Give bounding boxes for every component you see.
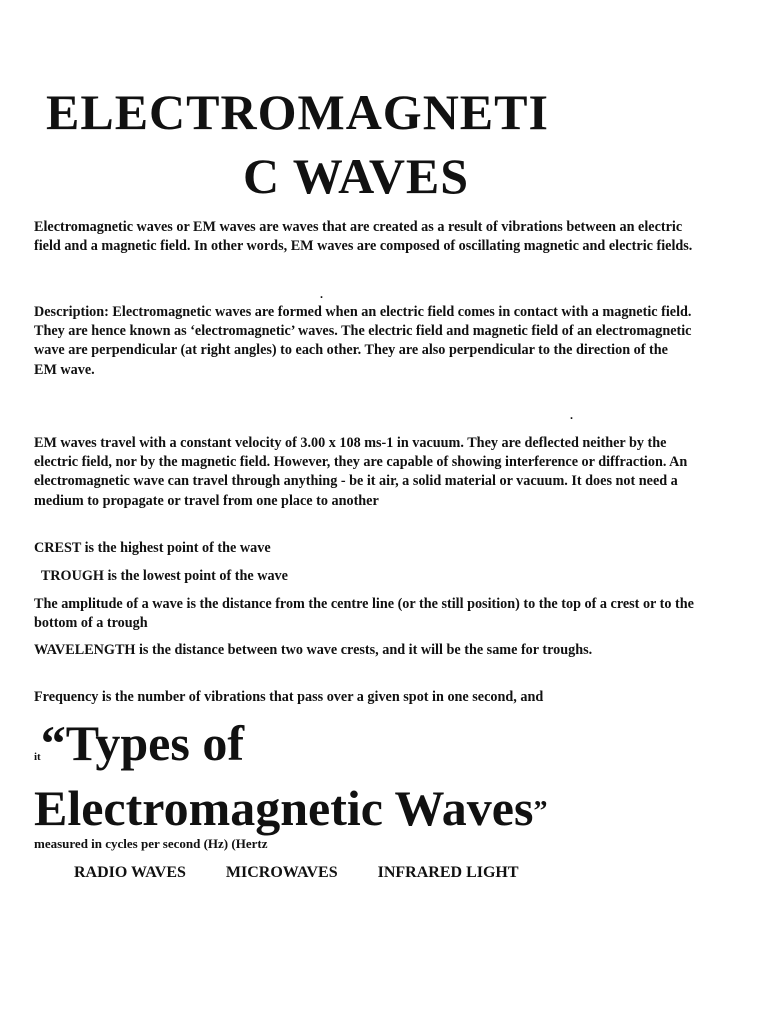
wave-type-infrared: INFRARED LIGHT bbox=[377, 864, 519, 881]
stray-dot: . bbox=[570, 408, 573, 422]
trough-definition: TROUGH is the lowest point of the wave bbox=[34, 568, 288, 584]
amplitude-definition: The amplitude of a wave is the distance from the centre line (or the still position) to the top of a crest or to the bottom of a trough bbox=[34, 596, 694, 632]
types-heading-text-2: Electromagnetic Waves bbox=[34, 780, 534, 836]
title-line-1: ELECTROMAGNETI bbox=[46, 84, 549, 140]
types-heading-text: “Types of bbox=[40, 715, 244, 771]
title-line-2: C WAVES bbox=[243, 148, 470, 204]
stray-dot: . bbox=[320, 287, 323, 301]
crest-definition: CREST is the highest point of the wave bbox=[34, 540, 271, 556]
wave-types-row bbox=[74, 863, 519, 883]
wave-type-radio: RADIO WAVES bbox=[74, 864, 186, 881]
velocity-paragraph: EM waves travel with a constant velocity of 3.00 x 108 ms-1 in vacuum. They are deflected neither by the electric field, nor by the magnetic field. However, they are capable of showing interference or diffraction. An electromagnetic wave can travel through anything - be it air, a solid material or vacuum. It does not need a medium to propagate or travel from one place to another bbox=[34, 435, 688, 509]
heading-prefix: it bbox=[34, 751, 41, 763]
closing-quote: ” bbox=[533, 796, 548, 827]
wave-type-microwaves: MICROWAVES bbox=[225, 864, 338, 881]
types-heading-line-1 bbox=[34, 712, 244, 788]
wavelength-definition: WAVELENGTH is the distance between two wave crests, and it will be the same for troughs. bbox=[34, 642, 593, 658]
intro-paragraph: Electromagnetic waves or EM waves are waves that are created as a result of vibrations between an electric field and a magnetic field. In other words, EM waves are composed of oscillating magnetic and electric fields. bbox=[34, 219, 693, 255]
frequency-definition: Frequency is the number of vibrations that pass over a given spot in one second, and bbox=[34, 689, 544, 705]
description-paragraph: Description: Electromagnetic waves are formed when an electric field comes in contact with a magnetic field. They are hence known as ‘electromagnetic’ waves. The electric field and magnetic field of an electromagnetic wave are perpendicular (at right angles) to each other. They are also perpendicular to the direction of the EM wave. bbox=[34, 304, 692, 378]
measured-text: measured in cycles per second (Hz) (Hertz bbox=[34, 836, 268, 851]
